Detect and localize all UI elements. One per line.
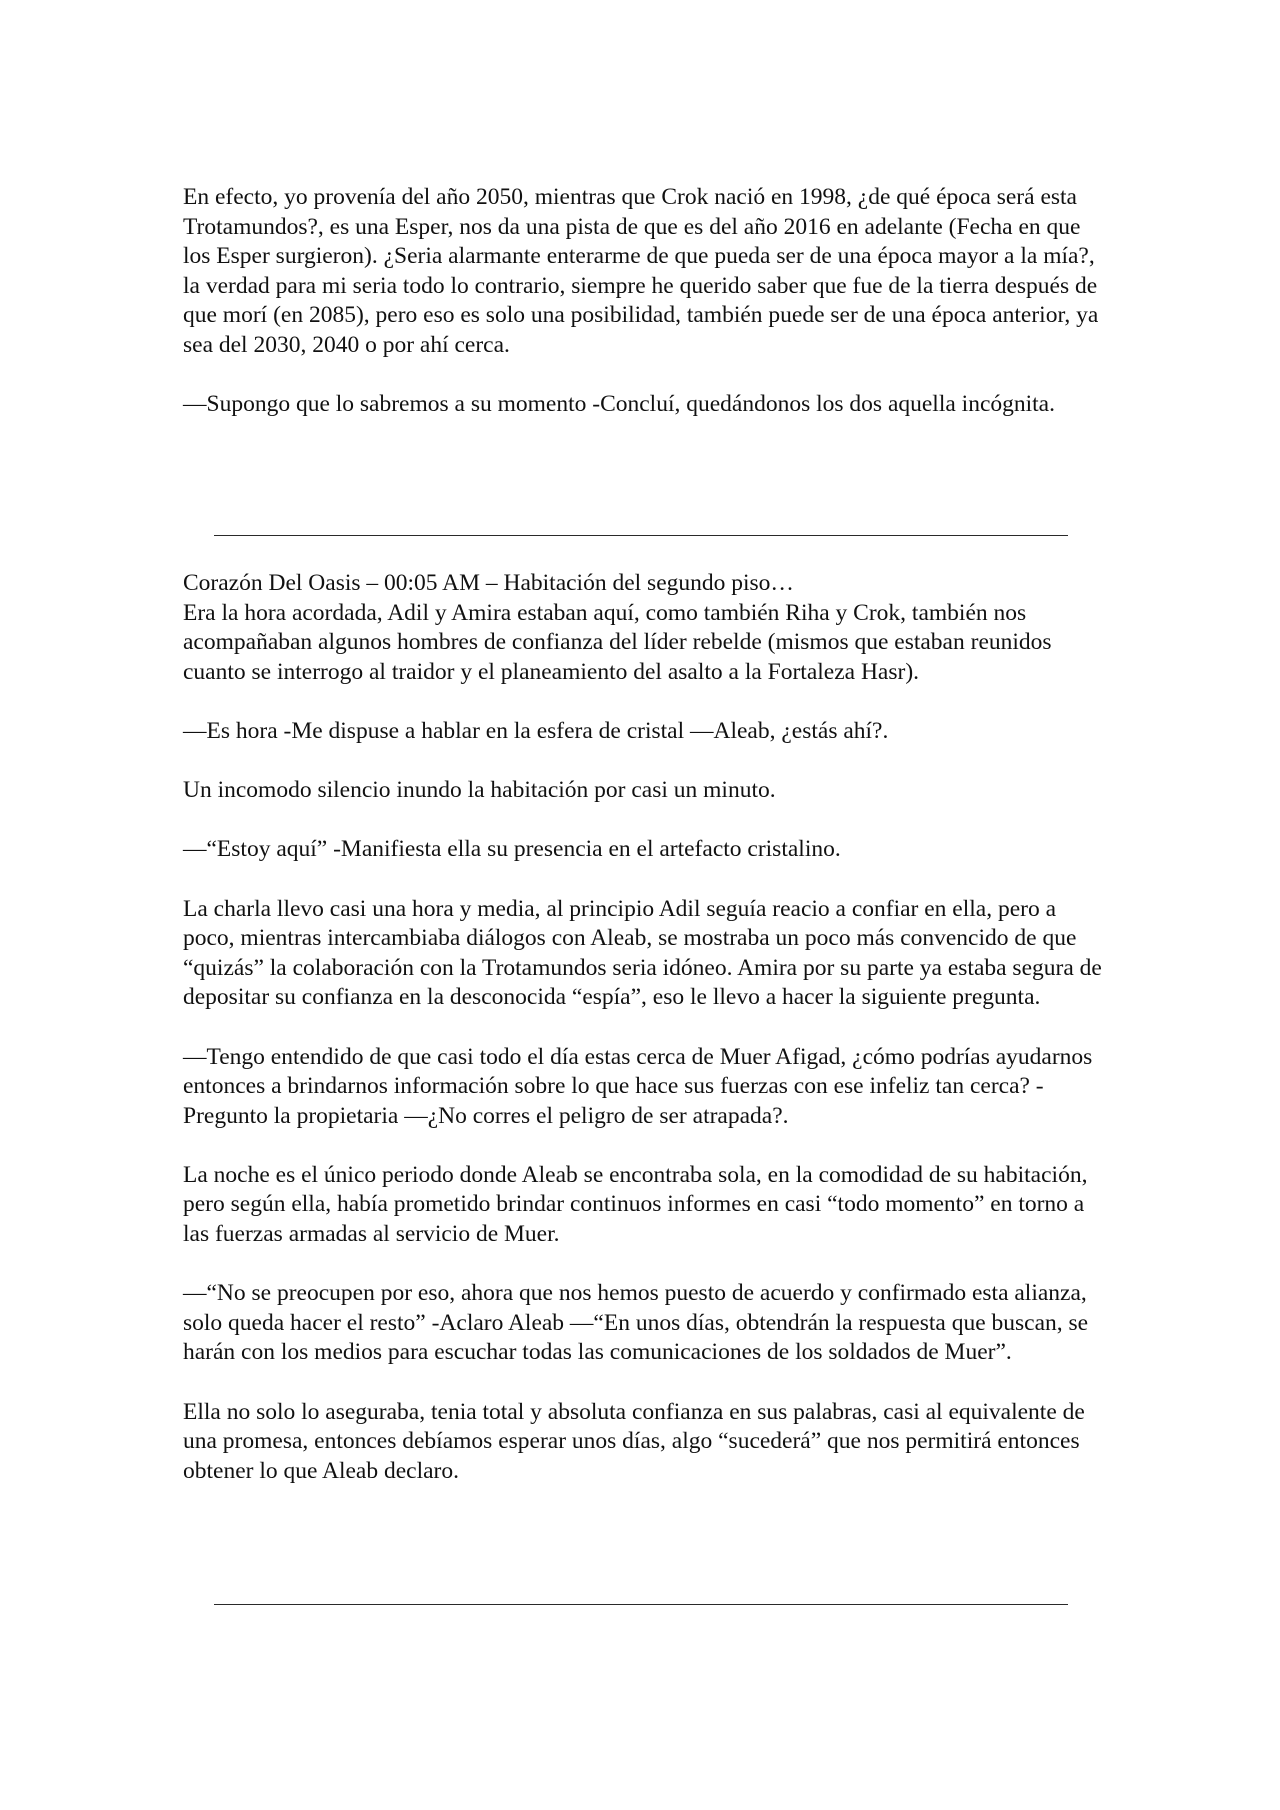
paragraph: —Es hora -Me dispuse a hablar en la esfera de cristal —Aleab, ¿estás ahí?.: [183, 717, 889, 744]
paragraph: —Tengo entendido de que casi todo el día estas cerca de Muer Afigad, ¿cómo podrías ayudarnos entonces a brindarnos información sobre lo que hace sus fuerzas con ese infeliz tan cerca? -Pregunto la propietaria —¿No corres el peligro de ser atrapada?.: [183, 1043, 1093, 1129]
section-1: [183, 183, 1103, 420]
paragraph: La noche es el único periodo donde Aleab se encontraba sola, en la comodidad de su habitación, pero según ella, había prometido brindar continuos informes en casi “todo momento” en torno a las fuerzas armadas al servicio de Muer.: [183, 1161, 1088, 1248]
section-divider: [214, 535, 1068, 536]
paragraph: Era la hora acordada, Adil y Amira estaban aquí, como también Riha y Crok, también nos acompañaban algunos hombres de confianza del líder rebelde (mismos que estaban reunidos cuanto se interrogo al traidor y el planeamiento del asalto a la Fortaleza Hasr).: [183, 599, 1052, 685]
paragraph: —“No se preocupen por eso, ahora que nos hemos puesto de acuerdo y confirmado esta alianza, solo queda hacer el resto” -Aclaro Aleab —“En unos días, obtendrán la respuesta que buscan, se harán con los medios para escuchar todas las comunicaciones de los soldados de Muer”.: [183, 1280, 1089, 1366]
paragraph: En efecto, yo provenía del año 2050, mientras que Crok nació en 1998, ¿de qué época será esta Trotamundos?, es una Esper, nos da una pista de que es del año 2016 en adelante (Fecha en que los Esper surgieron). ¿Seria alarmante enterarme de que pueda ser de una época mayor a la mía?, la verdad para mi seria todo lo contrario, siempre he querido saber que fue de la tierra después de que morí (en 2085), pero eso es solo una posibilidad, también puede ser de una época anterior, ya sea del 2030, 2040 o por ahí cerca.: [183, 184, 1099, 358]
paragraph: —Supongo que lo sabremos a su momento -Concluí, quedándonos los dos aquella incógnita.: [183, 391, 1055, 418]
section-2: [183, 569, 1103, 1486]
section-divider: [214, 1604, 1068, 1605]
paragraph: Ella no solo lo aseguraba, tenia total y absoluta confianza en sus palabras, casi al equivalente de una promesa, entonces debíamos esperar unos días, algo “sucederá” que nos permitirá entonces obtener lo que Aleab declaro.: [183, 1398, 1085, 1484]
paragraph: Un incomodo silencio inundo la habitación por casi un minuto.: [183, 777, 776, 804]
section-heading: Corazón Del Oasis – 00:05 AM – Habitación del segundo piso…: [183, 570, 794, 596]
paragraph: —“Estoy aquí” -Manifiesta ella su presencia en el artefacto cristalino.: [183, 836, 841, 863]
paragraph: La charla llevo casi una hora y media, al principio Adil seguía reacio a confiar en ella, pero a poco, mientras intercambiaba diálogos con Aleab, se mostraba un poco más convencido de que “quizás” la colaboración con la Trotamundos seria idóneo. Amira por su parte ya estaba segura de depositar su confianza en la desconocida “espía”, eso le llevo a hacer la siguiente pregunta.: [183, 895, 1102, 1011]
